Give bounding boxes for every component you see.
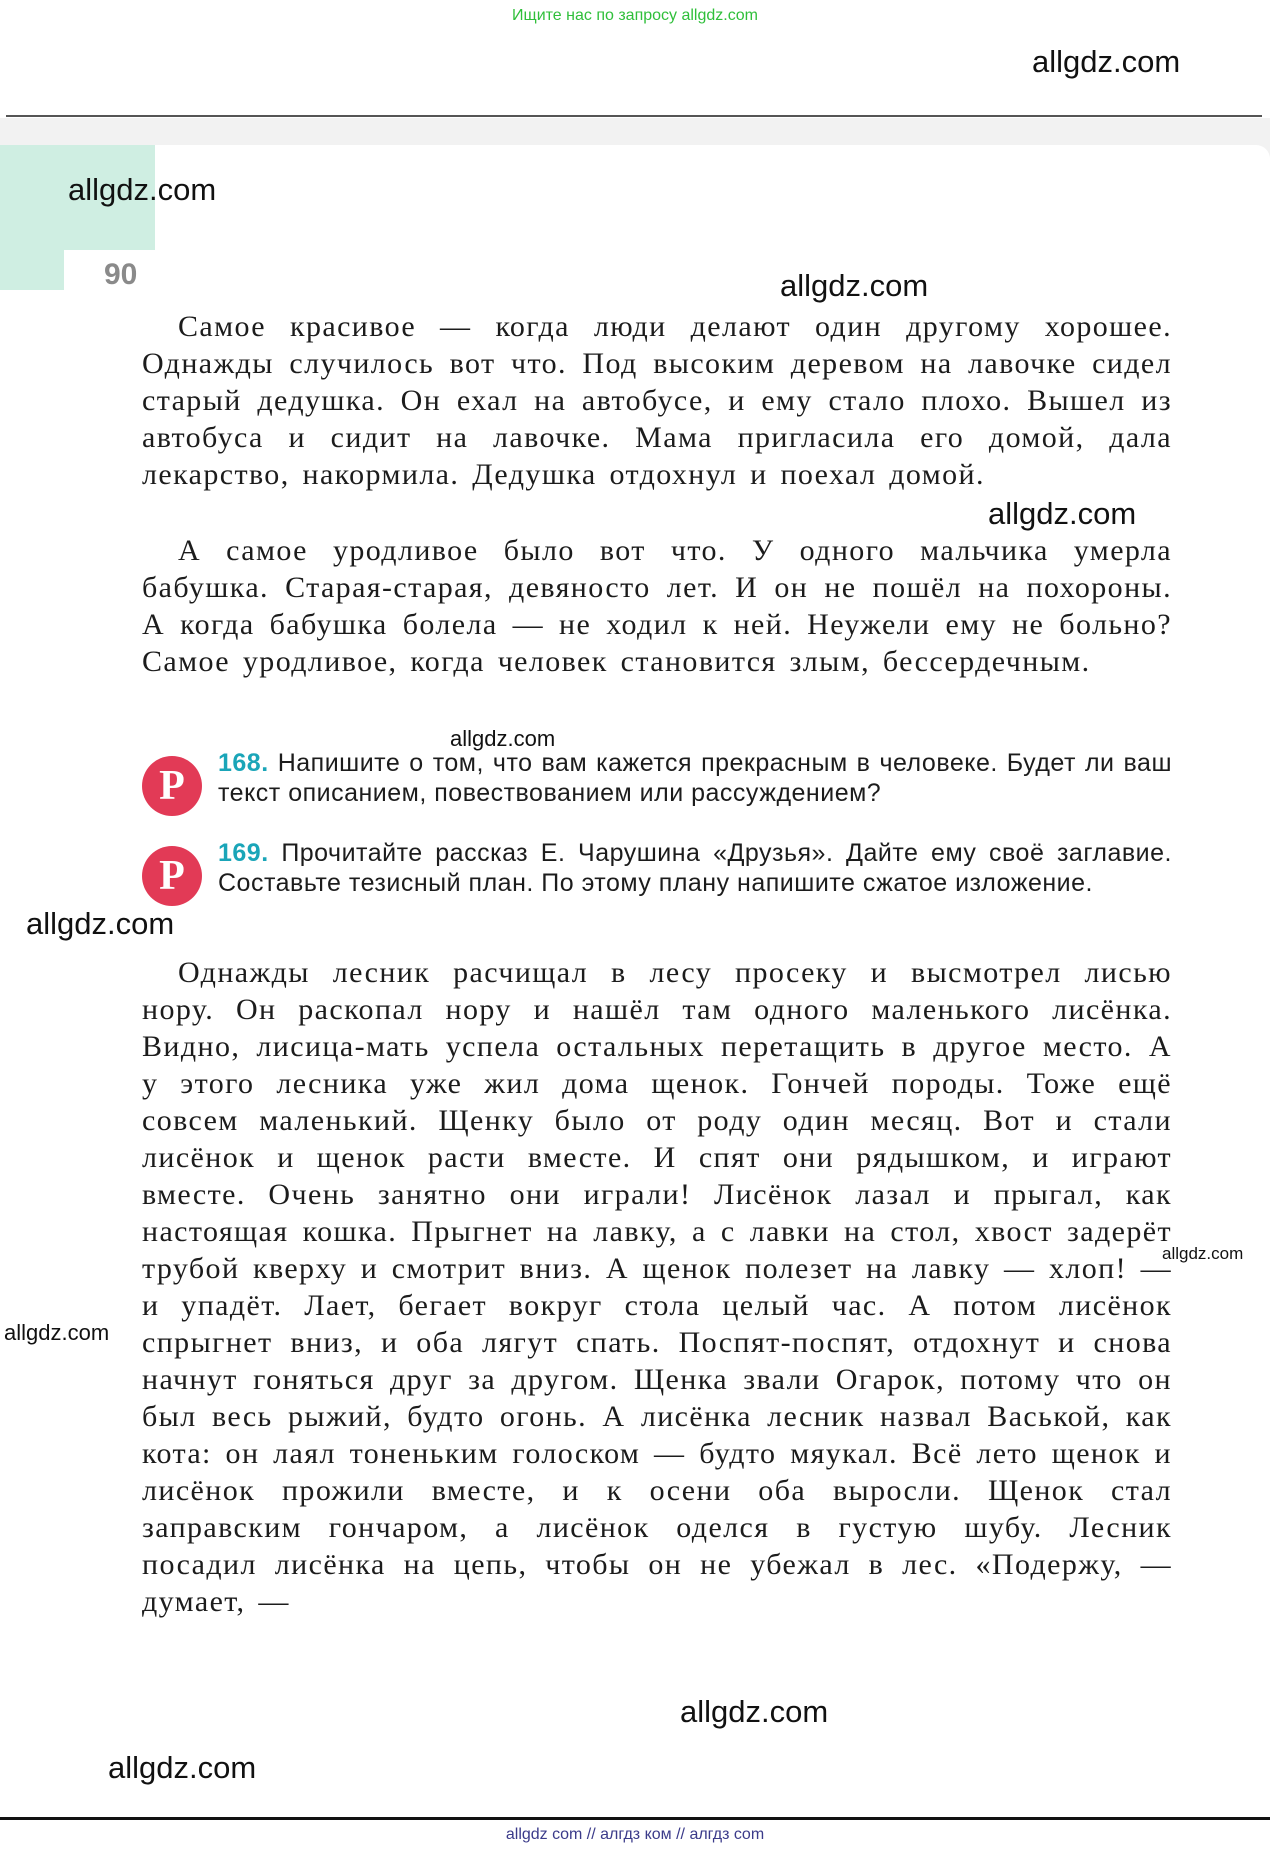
paragraph-beautiful: Самое красивое — когда люди делают один другому хорошее. Однажды случилось вот что. Под высоким деревом на лавочке сидел старый дедушка. Он ехал на автобусе, и ему стало плохо. Вышел из автобуса и сидит на лавочке. Мама пригласила его домой, дала лекарство, накормила. Дедушка отдохнул и поехал домой. — [142, 310, 1172, 491]
watermark: allgdz.com — [26, 906, 175, 941]
task-169-number: 169. — [218, 839, 269, 867]
task-168-body: Напишите о том, что вам кажется прекрасным в человеке. Будет ли ваш текст описанием, повествованием или рассуждением? — [218, 749, 1173, 807]
footer-links[interactable]: allgdz com // алгдз ком // алгдз com — [505, 1826, 765, 1843]
header-watermark: allgdz.com — [1032, 44, 1181, 79]
task-168-text — [218, 748, 1172, 808]
task-168 — [142, 748, 1182, 848]
watermark: allgdz.com — [68, 172, 217, 207]
watermark: allgdz.com — [4, 1320, 110, 1345]
paragraph-ugly: А самое уродливое было вот что. У одного мальчика умерла бабушка. Старая-старая, девяносто лет. И он не пошёл на похороны. А когда бабушка болела — не ходил к ней. Неужели ему не больно? Самое уродливое, когда человек становится злым, бессердечным. — [142, 534, 1172, 678]
task-168-number: 168. — [218, 749, 269, 777]
watermark: allgdz.com — [988, 496, 1137, 531]
task-169 — [142, 838, 1182, 938]
watermark: allgdz.com — [1162, 1244, 1244, 1263]
footer-divider — [0, 1817, 1270, 1820]
story-text: Однажды лесник расчищал в лесу просеку и высмотрел лисью нору. Он раскопал нору и нашёл там одного маленького лисёнка. Видно, лисица-мать успела остальных перетащить в другое место. А у этого лесника уже жил дома щенок. Гончей породы. Тоже ещё совсем маленький. Щенку было от роду один месяц. Вот и стали лисёнок и щенок расти вместе. И спят они рядышком, и играют вместе. Очень занятно они играли! Лисёнок лазал и прыгал, как настоящая кошка. Прыгнет на лавку, а с лавки на стол, хвост задерёт трубой кверху и смотрит вниз. А щенок полезет на лавку — хлоп! — и упадёт. Лает, бегает вокруг стола целый час. А потом лисёнок спрыгнет вниз, и оба лягут спать. Поспят-поспят, отдохнут и снова начнут гоняться друг за другом. Щенка звали Огарок, потому что он был весь рыжий, будто огонь. А лисёнка лесник назвал Васькой, как кота: он лаял тоненьким голоском — будто мяукал. Всё лето щенок и лисёнок прожили вместе, и к осени оба выросли. Щенок стал заправским гончаром, а лисёнок оделся в густую шубу. Лесник посадил лисёнка на цепь, чтобы он не убежал в лес. «Подержу, — думает, — — [142, 956, 1172, 1618]
watermark: allgdz.com — [680, 1694, 829, 1729]
header-divider — [6, 115, 1262, 117]
speech-task-icon: Р — [142, 756, 202, 816]
watermark: allgdz.com — [450, 726, 556, 751]
speech-task-icon: Р — [142, 846, 202, 906]
task-169-body: Прочитайте рассказ Е. Чарушина «Друзья». Дайте ему своё заглавие. Составьте тезисный план. По этому плану напишите сжатое изложение. — [218, 839, 1172, 897]
top-banner[interactable]: Ищите нас по запросу allgdz.com — [0, 0, 1270, 36]
task-169-text — [218, 838, 1172, 898]
watermark: allgdz.com — [780, 268, 929, 303]
page-number: 90 — [104, 258, 138, 291]
watermark: allgdz.com — [108, 1750, 257, 1785]
